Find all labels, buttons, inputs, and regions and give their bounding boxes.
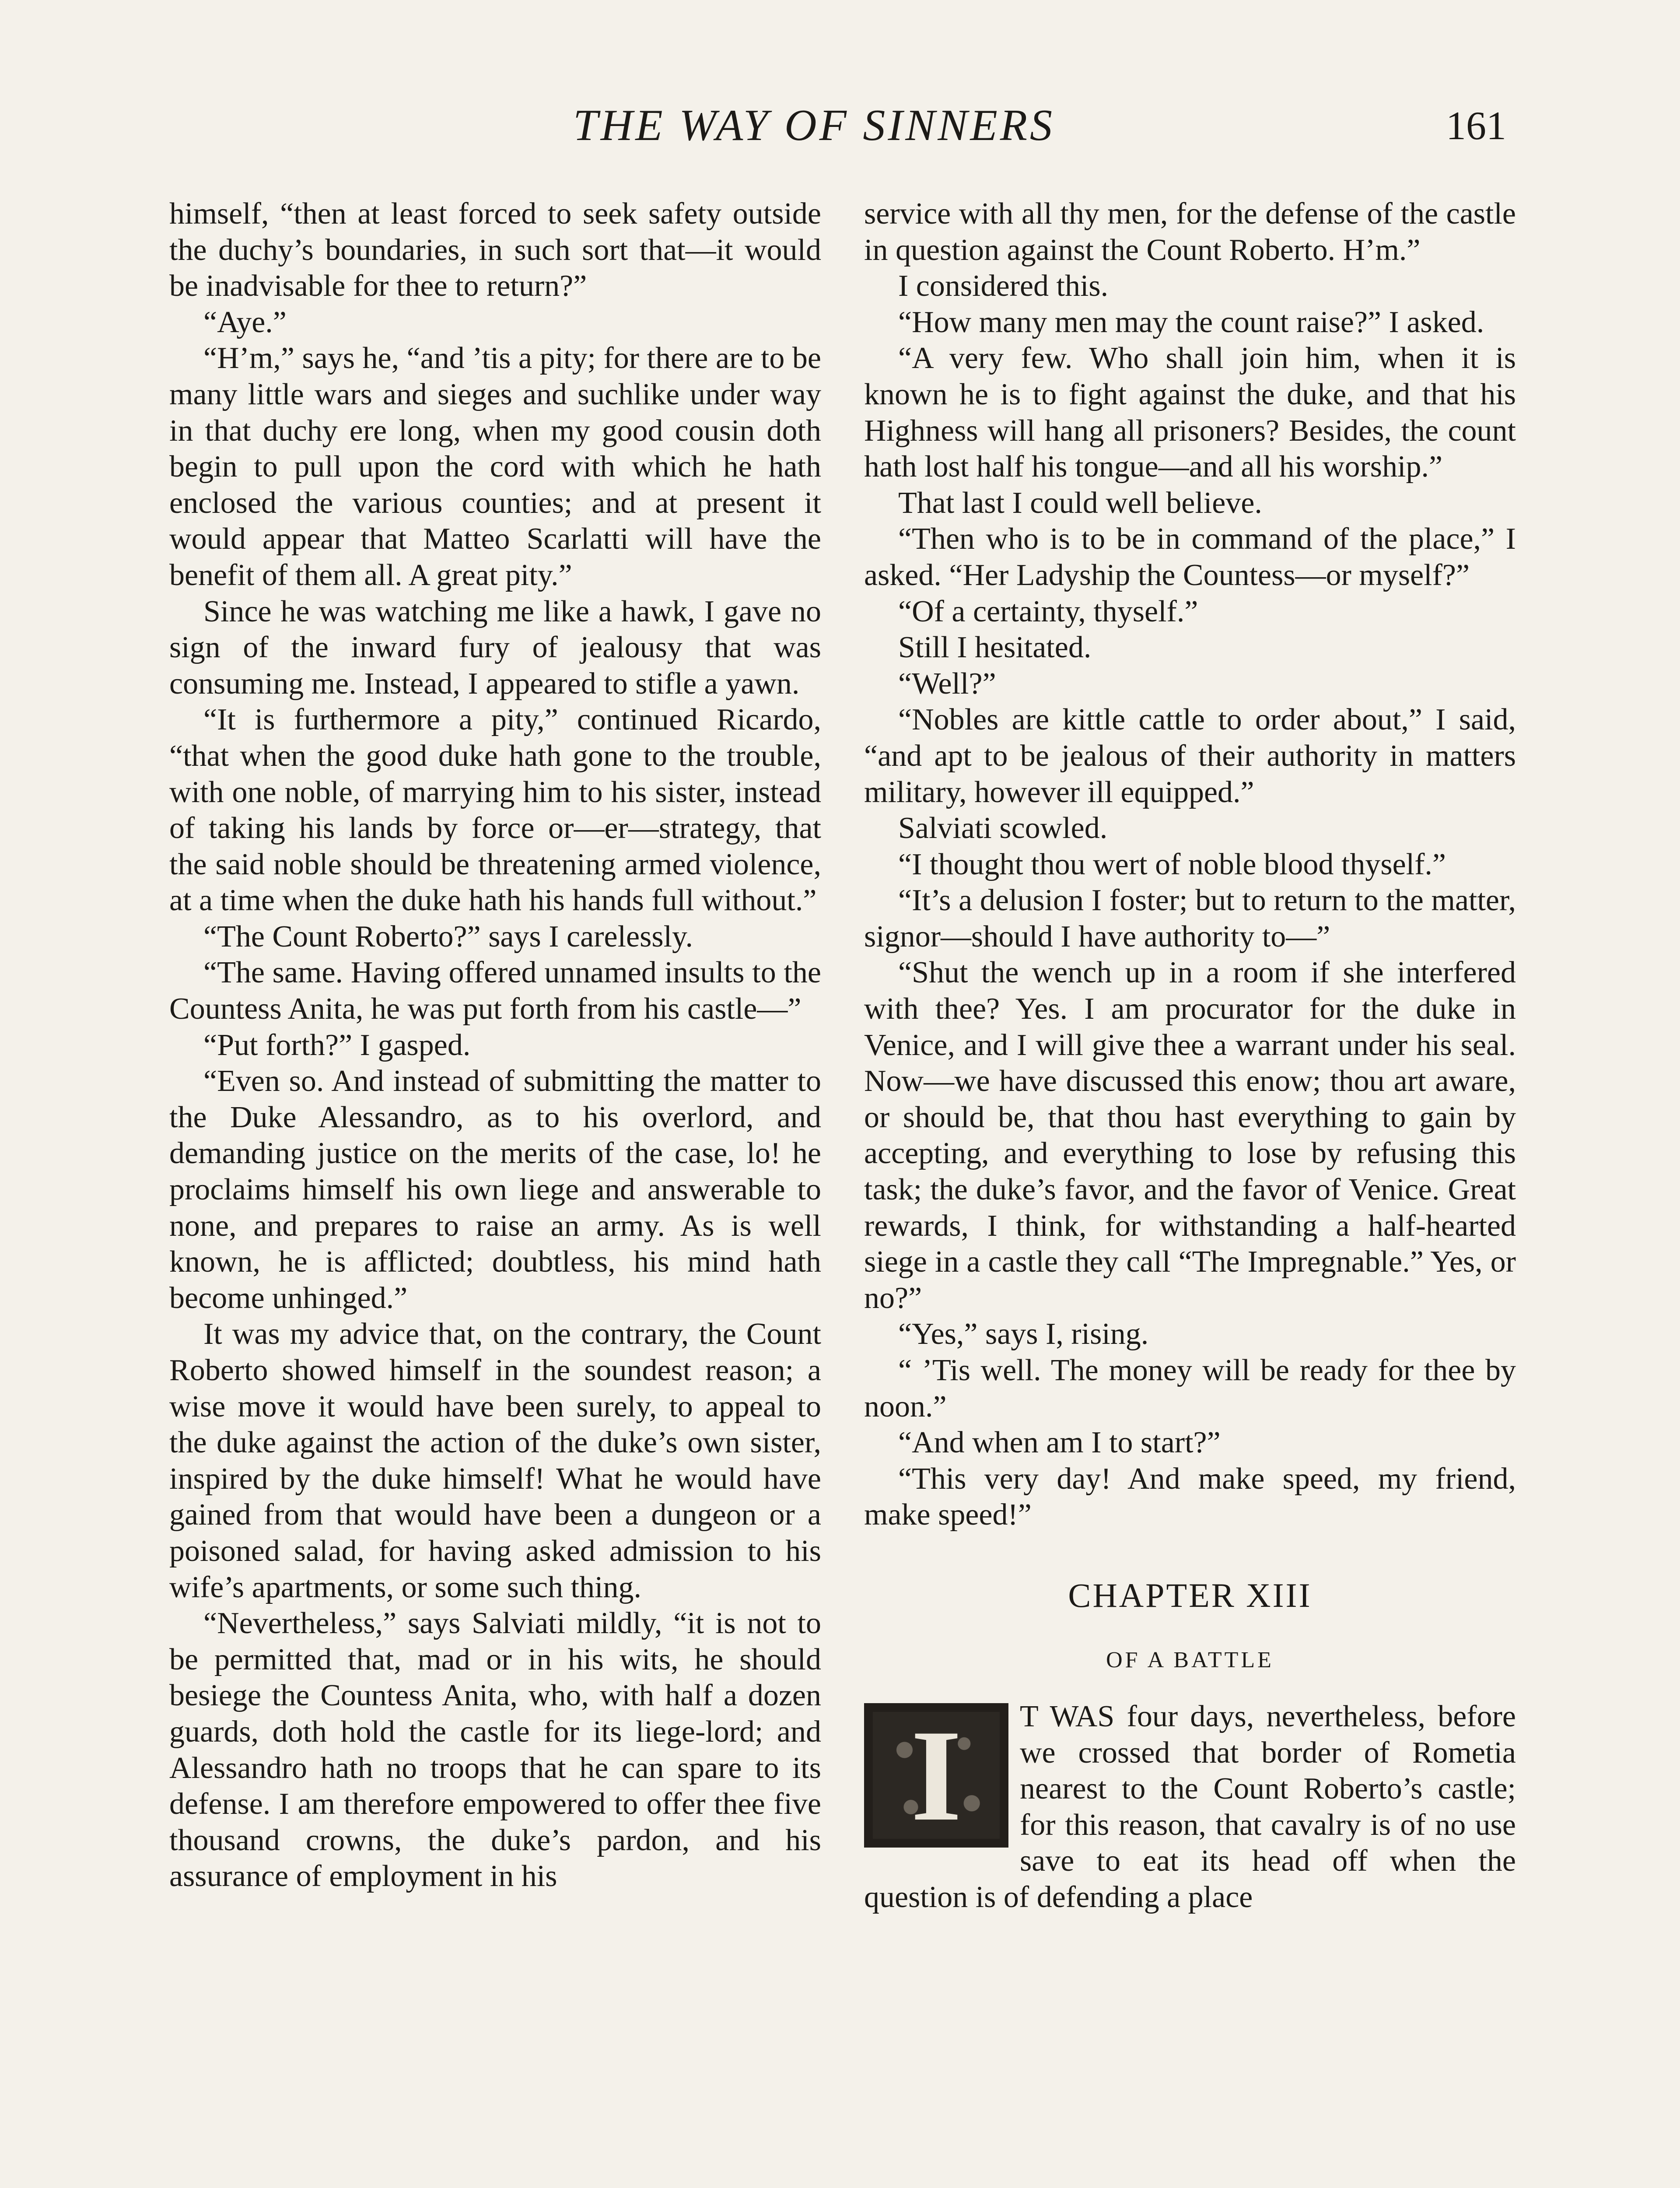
paragraph: I considered this. <box>898 269 1109 303</box>
right-column <box>864 196 1516 1916</box>
page-number: 161 <box>1446 103 1506 148</box>
paragraph: Salviati scowled. <box>898 811 1108 845</box>
paragraph: Still I hesitated. <box>898 631 1092 665</box>
paragraph: “Nobles are kittle cattle to order about,” I said, “and apt to be jealous of their authority in matters military, however ill equipped.” <box>864 703 1516 809</box>
chapter-opening-paragraph <box>864 1699 1516 1916</box>
paragraph: “Then who is to be in command of the place,” I asked. “Her Ladyship the Countess—or myself?” <box>864 522 1516 592</box>
paragraph: “It’s a delusion I foster; but to return to the matter, signor—should I have authority to—” <box>864 884 1516 954</box>
paragraph: “How many men may the count raise?” I asked. <box>898 305 1484 339</box>
paragraph: “ ’Tis well. The money will be ready for thee by noon.” <box>864 1353 1516 1424</box>
right-column-paragraphs <box>864 196 1516 1533</box>
chapter-heading: CHAPTER XIII <box>1068 1576 1312 1614</box>
paragraph: That last I could well believe. <box>898 486 1262 520</box>
paragraph: “This very day! And make speed, my friend, make speed!” <box>864 1462 1516 1532</box>
paragraph: “The Count Roberto?” says I carelessly. <box>203 919 693 954</box>
running-head <box>0 100 1680 157</box>
paragraph: “Aye.” <box>203 305 287 339</box>
paragraph: “Even so. And instead of submitting the matter to the Duke Alessandro, as to his overlord, and demanding justice on the merits of the case, lo! he proclaims himself his own liege and answerable to none, and prepares to raise an army. As is well known, he is afflicted; doubtless, his mind hath become unhinged.” <box>169 1064 821 1315</box>
running-title: THE WAY OF SINNERS <box>573 101 1055 150</box>
chapter-subtitle: OF A BATTLE <box>1106 1647 1274 1673</box>
paragraph: “And when am I to start?” <box>898 1426 1221 1460</box>
paragraph: “Shut the wench up in a room if she interfered with thee? Yes. I am procurator for the duke in Venice, and I will give thee a warrant under his seal. Now—we have discussed this enow; thou art aware, or should be, that thou hast everything to gain by accepting, and everything to lose by refusing this task; the duke’s favor, and the favor of Venice. Great rewards, I think, for withstanding a half-hearted siege in a castle they call “The Impregnable.” Yes, or no?” <box>864 956 1516 1315</box>
chapter-opening-text: T WAS four days, nevertheless, before we crossed that border of Rometia nearest to the Count Roberto’s castle; for this reason, that cavalry is of no use save to eat its head off when the question is of defending a place <box>864 1699 1516 1914</box>
left-column <box>169 196 821 1895</box>
paragraph: It was my advice that, on the contrary, the Count Roberto showed himself in the soundest reason; a wise move it would have been surely, to appeal to the duke against the action of the duke’s own sister, inspired by the duke himself! What he would have gained from that would have been a dungeon or a poisoned salad, for having asked admission to his wife’s apartments, or some such thing. <box>169 1317 821 1604</box>
paragraph: “Put forth?” I gasped. <box>203 1028 471 1062</box>
paragraph: Since he was watching me like a hawk, I gave no sign of the inward fury of jealousy that was consuming me. Instead, I appeared to stifle a yawn. <box>169 594 821 701</box>
paragraph: “H’m,” says he, “and ’tis a pity; for there are to be many little wars and sieges and suchlike under way in that duchy ere long, when my good cousin doth begin to pull upon the cord with which he hath enclosed the various counties; and at present it would appear that Matteo Scarlatti will have the benefit of them all. A great pity.” <box>169 341 821 592</box>
ornamental-dropcap <box>864 1703 1008 1848</box>
paragraph: “It is furthermore a pity,” continued Ricardo, “that when the good duke hath gone to the trouble, with one noble, of marrying him to his sister, instead of taking his lands by force or—er—strategy, that the said noble should be threatening armed violence, at a time when the duke hath his hands full without.” <box>169 703 821 918</box>
dropcap-letter: I <box>910 1702 962 1848</box>
paragraph: “A very few. Who shall join him, when it is known he is to fight against the duke, and that his Highness will hang all prisoners? Besides, the count hath lost half his tongue—and all his worship.” <box>864 341 1516 484</box>
paragraph: service with all thy men, for the defense of the castle in question against the Count Roberto. H’m.” <box>864 197 1516 267</box>
paragraph: “I thought thou wert of noble blood thyself.” <box>898 847 1446 881</box>
paragraph: “Well?” <box>898 666 996 701</box>
paragraph: “Nevertheless,” says Salviati mildly, “it is not to be permitted that, mad or in his wits, he should besiege the Countess Anita, who, with half a dozen guards, doth hold the castle for its liege-lord; and Alessandro hath no troops that he can spare to its defense. I am therefore empowered to offer thee five thousand crowns, the duke’s pardon, and his assurance of employment in his <box>169 1606 821 1893</box>
paragraph: himself, “then at least forced to seek safety outside the duchy’s boundaries, in such sort that—it would be inadvisable for thee to return?” <box>169 197 821 303</box>
paragraph: “The same. Having offered unnamed insults to the Countess Anita, he was put forth from his castle—” <box>169 956 821 1026</box>
paragraph: “Yes,” says I, rising. <box>898 1317 1149 1351</box>
paragraph: “Of a certainty, thyself.” <box>898 594 1198 628</box>
